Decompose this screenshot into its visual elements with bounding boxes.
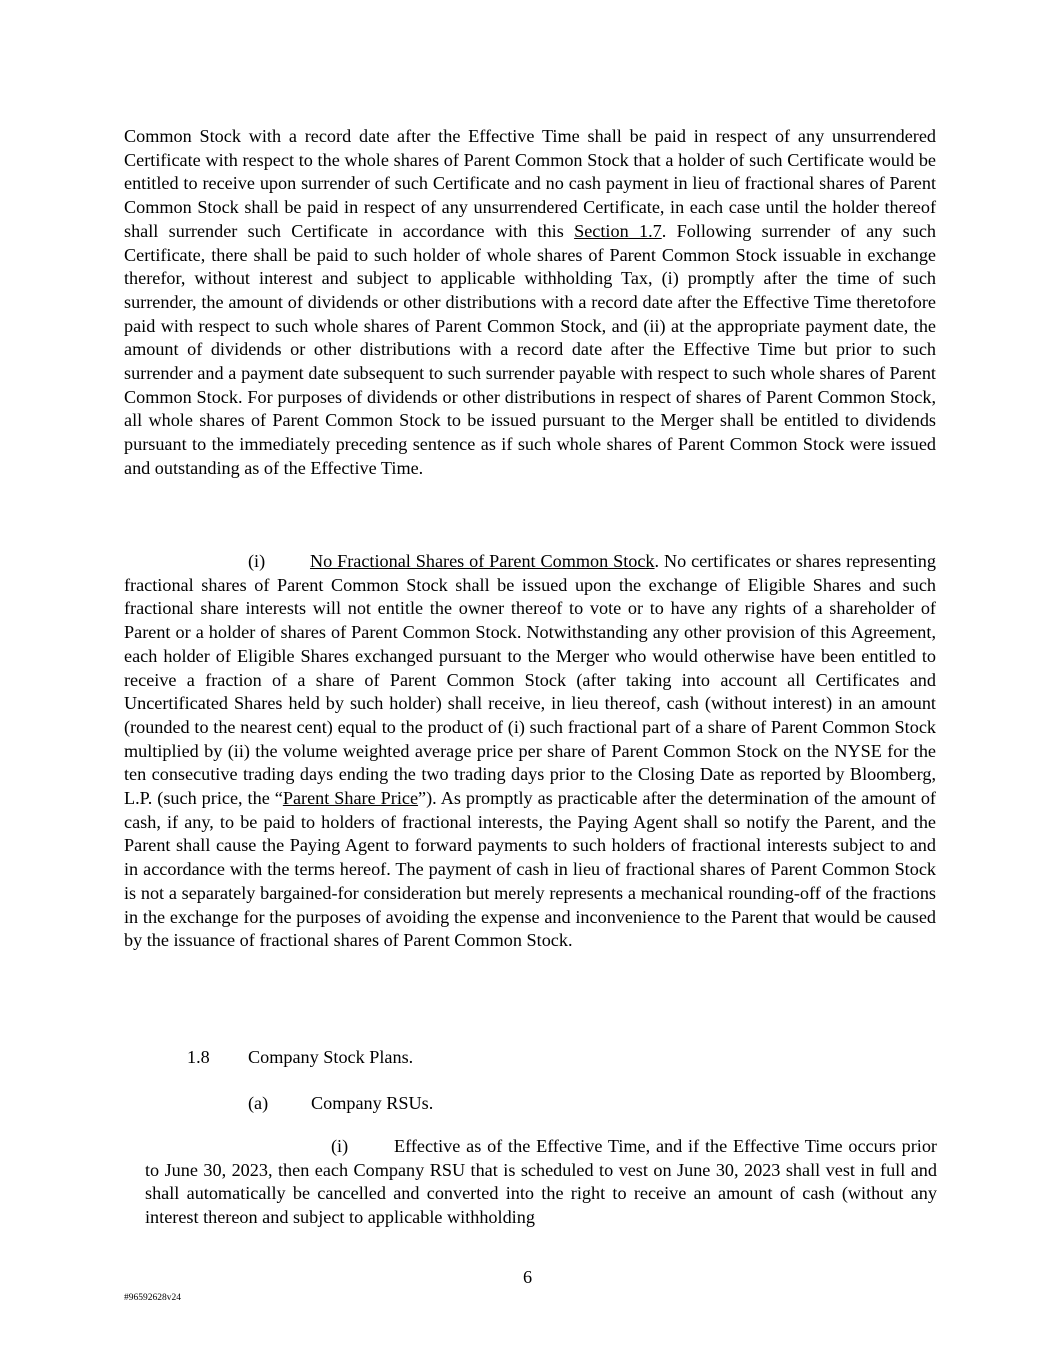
paragraph-fractional-shares (124, 550, 936, 953)
section-heading (187, 1046, 413, 1070)
paragraph-text: . Following surrender of any such Certificate, there shall be paid to such holder of whole shares of Parent Common Stock issuable in exchange therefor, without interest and subject to applicable withholding Tax, (i) promptly after the time of such surrender, the amount of dividends or other distributions with a record date after the Effective Time theretofore paid with respect to such whole shares of Parent Common Stock, and (ii) at the appropriate payment date, the amount of dividends or other distributions with a record date after the Effective Time but prior to such surrender and a payment date subsequent to such surrender payable with respect to such whole shares of Parent Common Stock. For purposes of dividends or other distributions in respect of shares of Parent Common Stock, all whole shares of Parent Common Stock to be issued pursuant to the Merger shall be entitled to dividends pursuant to the immediately preceding sentence as if such whole shares of Parent Common Stock were issued and outstanding as of the Effective Time. (124, 220, 937, 478)
subsection-heading (248, 1092, 433, 1116)
subsection-number: (a) (248, 1093, 269, 1113)
section-title: Company Stock Plans. (248, 1047, 414, 1067)
paragraph-text: . No certificates or shares representing fractional shares of Parent Common Stock shall be issued upon the exchange of Eligible Shares and such fractional share interests will not entitle the owner thereof to vote or to have any rights of a shareholder of Parent or a holder of shares of Parent Common Stock. Notwithstanding any other provision of this Agreement, each holder of Eligible Shares exchanged pursuant to the Merger who would otherwise have been entitled to receive a fraction of a share of Parent Common Stock (after taking into account all Certificates and Uncertificated Shares held by such holder) shall receive, in lieu thereof, cash (without interest) in an amount (rounded to the nearest cent) equal to the product of (i) such fractional part of a share of Parent Common Stock multiplied by (ii) the volume weighted average price per share of Parent Common Stock on the NYSE for the ten consecutive trading days ending the two trading days prior to the Closing Date as reported by Bloomberg, L.P. (such price, the “ (124, 551, 936, 809)
clause-number: (i) (248, 551, 266, 571)
paragraph-text: Common Stock with a record date after the Effective Time shall be paid in respect of any unsurrendered Certificate with respect to the whole shares of Parent Common Stock that a holder of such Certificate would be entitled to receive upon surrender of such Certificate and no cash payment in lieu of fractional shares of Parent Common Stock shall be paid in respect of any unsurrendered Certificate, in each case until the holder thereof shall surrender such Certificate in accordance with this (124, 126, 936, 241)
paragraph-company-rsus (145, 1135, 937, 1230)
section-number: 1.8 (187, 1047, 210, 1067)
page-number: 6 (522, 1267, 533, 1287)
clause-heading: No Fractional Shares of Parent Common Stock (310, 551, 655, 571)
subsection-title: Company RSUs. (311, 1093, 434, 1113)
paragraph-dividends (124, 125, 936, 481)
paragraph-text: Effective as of the Effective Time, and if the Effective Time occurs prior to June 30, 2023, then each Company RSU that is scheduled to vest on June 30, 2023 shall vest in full and shall automatically be cancelled and converted into the right to receive an amount of cash (without any interest thereon and subject to applicable withholding (145, 1136, 937, 1228)
clause-number: (i) (331, 1136, 349, 1156)
document-id: #96592628v24 (124, 1293, 181, 1303)
section-reference: Section 1.7 (574, 220, 662, 241)
paragraph-text: ”). As promptly as practicable after the determination of the amount of cash, if any, to be paid to holders of fractional interests, the Paying Agent shall so notify the Parent, and the Parent shall cause the Paying Agent to forward payments to such holders of fractional interests subject to and in accordance with the terms hereof. The payment of cash in lieu of fractional shares of Parent Common Stock is not a separately bargained-for consideration but merely represents a mechanical rounding-off of the fractions in the exchange for the purposes of avoiding the expense and inconvenience to the Parent that would be caused by the issuance of fractional shares of Parent Common Stock. (124, 788, 936, 951)
defined-term: Parent Share Price (282, 788, 419, 809)
